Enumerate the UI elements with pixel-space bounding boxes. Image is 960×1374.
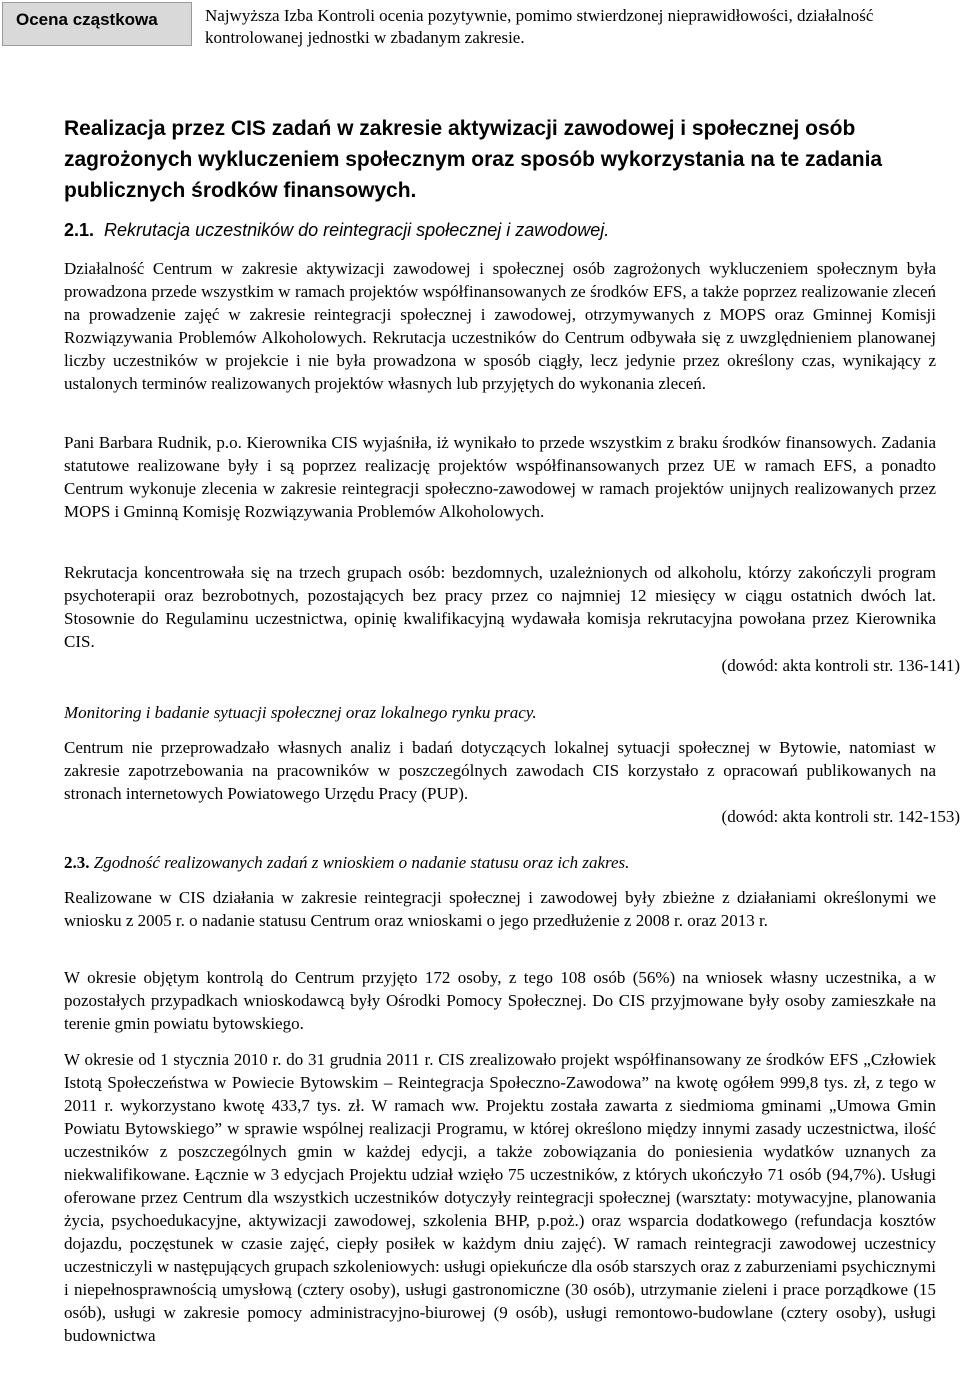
subsection-2-1-number: 2.1. — [64, 220, 95, 240]
subsection-2-3-title: Zgodność realizowanych zadań z wnioskiem o nadanie statusu oraz ich zakres. — [93, 853, 630, 872]
assessment-text: Najwyższa Izba Kontroli ocenia pozytywnie, pomimo stwierdzonej nieprawidłowości, działalność kontrolowanej jednostki w zbadanym zakresie. — [205, 6, 874, 47]
subsection-2-1-heading — [64, 217, 954, 243]
section-heading: Realizacja przez CIS zadań w zakresie aktywizacji zawodowej i społecznej osób zagrożonych wykluczeniem społecznym oraz sposób wykorzystania na te zadania publicznych środków finansowych. — [64, 117, 883, 202]
paragraph-director-explanation: Pani Barbara Rudnik, p.o. Kierownika CIS wyjaśniła, iż wynikało to przede wszystkim z braku środków finansowych. Zadania statutowe realizowane były i są poprzez realizację projektów współfinansowanych przez UE w ramach EFS, a ponadto Centrum wykonuje zlecenia w zakresie reintegracji społeczno-zawodowej w ramach projektów unijnych realizowanych przez MOPS i Gminną Komisję Rozwiązywania Problemów Alkoholowych. — [64, 433, 936, 521]
paragraph-admissions: W okresie objętym kontrolą do Centrum przyjęto 172 osoby, z tego 108 osób (56%) na wniosek własny uczestnika, a w pozostałych przypadkach wnioskodawcą były Ośrodki Pomocy Społecznej. Do CIS przyjmowane były osoby zamieszkałe na terenie gmin powiatu bytowskiego. — [64, 968, 936, 1033]
subsection-2-3-number: 2.3. — [64, 853, 90, 872]
evidence-reference-2: (dowód: akta kontroli str. 142-153) — [721, 807, 960, 826]
paragraph-monitoring: Centrum nie przeprowadzało własnych analiz i badań dotyczących lokalnej sytuacji społecznej w Bytowie, natomiast w zakresie zapotrzebowania na pracowników w poszczególnych zawodach CIS korzystało z opracowań publikowanych na stronach internetowych Powiatowego Urzędu Pracy (PUP). — [64, 738, 936, 803]
paragraph-efs-project: W okresie od 1 stycznia 2010 r. do 31 grudnia 2011 r. CIS zrealizowało projekt współfinansowany ze środków EFS „Człowiek Istotą Społeczeństwa w Powiecie Bytowskim – Reintegracja Społeczno-Zawodowa” na kwotę ogółem 999,8 tys. zł, z tego w 2011 r. wykorzystano kwotę 433,7 tys. zł. W ramach ww. Projektu została zawarta z siedmioma gminami „Umowa Gmin Powiatu Bytowskiego” w sprawie wspólnej realizacji Programu, w której określono między innymi zasady uczestnictwa, ilość uczestników z poszczególnych gmin w każdej edycji, a także zobowiązania do poniesienia wydatków uznanych za niekwalifikowane. Łącznie w 3 edycjach Projektu udział wzięło 75 uczestników, z których ukończyło 71 osób (94,7%). Usługi oferowane przez Centrum dla wszystkich uczestników dotyczyły reintegracji społecznej (warsztaty: motywacyjne, planowania życia, psychoedukacyjne, aktywizacji zawodowej, szkolenia BHP, p.poż.) oraz wsparcia dodatkowego (refundacja kosztów dojazdu, poczęstunek w czasie zajęć, ciepły posiłek w każdym dniu zajęć). W ramach reintegracji zawodowej uczestnicy uczestniczyli w następujących grupach szkoleniowych: usługi opiekuńcze dla osób starszych oraz z zaburzeniami psychicznymi i niepełnosprawnością umysłową (cztery osoby), usługi gastronomiczne (30 osób), utrzymanie zieleni i prace porządkowe (15 osób), usługi w zakresie pomocy administracyjno-biurowej (9 osób), usługi remontowo-budowlane (cztery osoby), usługi budownictwa — [64, 1050, 936, 1345]
assessment-label: Ocena cząstkowa — [2, 2, 192, 46]
subsection-2-3-heading — [64, 851, 944, 874]
evidence-reference-1: (dowód: akta kontroli str. 136-141) — [721, 656, 960, 675]
monitoring-heading: Monitoring i badanie sytuacji społecznej oraz lokalnego rynku pracy. — [64, 703, 537, 722]
paragraph-recruitment-activity: Działalność Centrum w zakresie aktywizacji zawodowej i społecznej osób zagrożonych wykluczeniem społecznym była prowadzona przede wszystkim w ramach projektów współfinansowanych ze środków EFS, a także poprzez realizowanie zleceń na prowadzenie zajęć w zakresie reintegracji społecznej i zawodowej, otrzymywanych z MOPS oraz Gminnej Komisji Rozwiązywania Problemów Alkoholowych. Rekrutacja uczestników do Centrum odbywała się z uwzględnieniem planowanej liczby uczestników w projekcie i nie była prowadzona w sposób ciągły, lecz jedynie przez określony czas, wynikający z ustalonych terminów realizowanych projektów własnych lub przyjętych do wykonania zleceń. — [64, 259, 936, 393]
subsection-2-1-title: Rekrutacja uczestników do reintegracji społecznej i zawodowej. — [104, 220, 610, 240]
paragraph-recruitment-groups: Rekrutacja koncentrowała się na trzech grupach osób: bezdomnych, uzależnionych od alkoholu, którzy zakończyli program psychoterapii oraz bezrobotnych, pozostających bez pracy przez co najmniej 12 miesięcy w ciągu ostatnich dwóch lat. Stosownie do Regulaminu uczestnictwa, opinię kwalifikacyjną wydawała komisja rekrutacyjna powołana przez Kierownika CIS. — [64, 563, 936, 651]
paragraph-compliance: Realizowane w CIS działania w zakresie reintegracji społecznej i zawodowej były zbieżne z działaniami określonymi we wniosku z 2005 r. o nadanie statusu Centrum oraz wnioskami o jego przedłużenie z 2008 r. oraz 2013 r. — [64, 888, 936, 930]
